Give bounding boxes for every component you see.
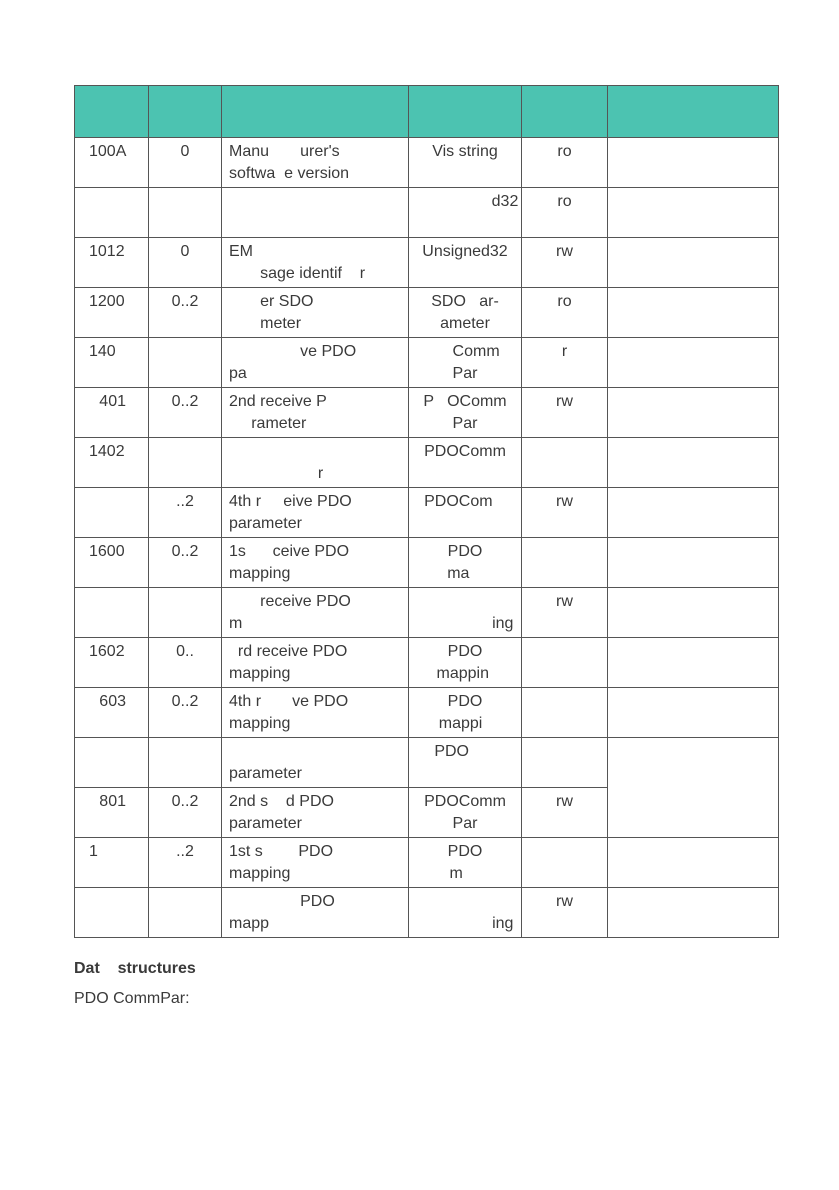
cell-index: 140 bbox=[75, 338, 149, 388]
cell-type-line bbox=[409, 891, 521, 913]
cell-access: rw bbox=[522, 588, 608, 638]
cell-name bbox=[222, 438, 409, 488]
cell-type bbox=[409, 538, 522, 588]
table-row bbox=[75, 688, 779, 738]
cell-remark bbox=[608, 688, 779, 738]
cell-name-line: m bbox=[229, 615, 243, 632]
cell-access: rw bbox=[522, 488, 608, 538]
cell-name-line: receive PDO bbox=[229, 593, 351, 610]
cell-name bbox=[222, 738, 409, 788]
cell-name-line: mapp bbox=[229, 915, 270, 932]
header-cell-type bbox=[409, 86, 522, 138]
section-paragraph: PDO CommPar: bbox=[74, 990, 190, 1007]
cell-type-line: Comm bbox=[430, 343, 500, 360]
cell-access: rw bbox=[522, 238, 608, 288]
cell-access: ro bbox=[522, 288, 608, 338]
cell-subindex bbox=[149, 188, 222, 238]
cell-remark bbox=[608, 138, 779, 188]
cell-name-line: 1s ceive PDO bbox=[229, 543, 350, 560]
cell-name-line bbox=[229, 741, 404, 763]
cell-type bbox=[409, 888, 522, 938]
cell-name bbox=[222, 788, 409, 838]
cell-name-line: parameter bbox=[229, 765, 302, 782]
cell-remark bbox=[608, 338, 779, 388]
cell-name bbox=[222, 488, 409, 538]
cell-name-line: 4th r ve PDO bbox=[229, 693, 349, 710]
section-heading: Dat structures bbox=[74, 960, 196, 977]
cell-index: 1602 bbox=[75, 638, 149, 688]
cell-type-line: PDOCom bbox=[424, 493, 506, 510]
cell-type bbox=[409, 238, 522, 288]
table-row bbox=[75, 838, 779, 888]
cell-name-line: mapping bbox=[229, 665, 291, 682]
cell-remark bbox=[608, 738, 779, 838]
cell-name-line: 2nd s d PDO bbox=[229, 793, 334, 810]
cell-remark bbox=[608, 438, 779, 488]
cell-type-line: d32 bbox=[411, 193, 519, 210]
cell-name bbox=[222, 138, 409, 188]
cell-type-line: PDO bbox=[447, 643, 483, 660]
cell-name-line: sage identif r bbox=[229, 265, 366, 282]
cell-type-line: ing bbox=[416, 915, 514, 932]
cell-name-line: rd receive PDO bbox=[229, 643, 348, 660]
cell-access bbox=[522, 838, 608, 888]
cell-type bbox=[409, 588, 522, 638]
table-row bbox=[75, 438, 779, 488]
cell-name-line: 1st s PDO bbox=[229, 843, 334, 860]
cell-name bbox=[222, 238, 409, 288]
cell-access: rw bbox=[522, 788, 608, 838]
cell-type-line bbox=[409, 591, 521, 613]
cell-type bbox=[409, 638, 522, 688]
cell-index: 1402 bbox=[75, 438, 149, 488]
cell-access: r bbox=[522, 338, 608, 388]
cell-name bbox=[222, 388, 409, 438]
cell-type-line: PDOComm bbox=[424, 793, 506, 810]
cell-name-line: 2nd receive P bbox=[229, 393, 327, 410]
header-cell-access bbox=[522, 86, 608, 138]
cell-remark bbox=[608, 188, 779, 238]
cell-name-line: er SDO bbox=[229, 293, 314, 310]
cell-subindex bbox=[149, 888, 222, 938]
cell-type-line: PDO bbox=[434, 743, 496, 760]
cell-name-line: mapping bbox=[229, 715, 291, 732]
cell-type-line: Par bbox=[452, 365, 478, 382]
cell-name-line: parameter bbox=[229, 515, 302, 532]
cell-index: 1600 bbox=[75, 538, 149, 588]
cell-remark bbox=[608, 288, 779, 338]
cell-type-line: Unsigned32 bbox=[422, 243, 508, 260]
cell-type bbox=[409, 488, 522, 538]
cell-type-line: Par bbox=[452, 815, 478, 832]
cell-type-line: PDO bbox=[447, 543, 483, 560]
cell-index: 1012 bbox=[75, 238, 149, 288]
object-dictionary-table bbox=[74, 85, 779, 938]
cell-name bbox=[222, 888, 409, 938]
cell-type-line: ma bbox=[447, 565, 483, 582]
cell-name bbox=[222, 538, 409, 588]
cell-index bbox=[75, 738, 149, 788]
cell-index bbox=[75, 888, 149, 938]
cell-type-line: PDO bbox=[447, 693, 483, 710]
cell-type bbox=[409, 188, 522, 238]
cell-name bbox=[222, 638, 409, 688]
cell-type bbox=[409, 438, 522, 488]
cell-type-line: PDOComm bbox=[424, 443, 506, 460]
cell-type bbox=[409, 388, 522, 438]
cell-name-line: ve PDO bbox=[229, 343, 357, 360]
cell-subindex: ..2 bbox=[149, 488, 222, 538]
table-row bbox=[75, 238, 779, 288]
cell-name-line: r bbox=[229, 465, 324, 482]
cell-type-line: Vis string bbox=[432, 143, 498, 160]
cell-name-line: parameter bbox=[229, 815, 302, 832]
cell-type-line: SDO ar- bbox=[431, 293, 499, 310]
cell-name bbox=[222, 588, 409, 638]
cell-type-line: m bbox=[449, 865, 481, 882]
table-header-row bbox=[75, 86, 779, 138]
cell-type-line: Par bbox=[452, 415, 478, 432]
cell-subindex: 0 bbox=[149, 138, 222, 188]
table-row bbox=[75, 538, 779, 588]
cell-index bbox=[75, 488, 149, 538]
table-row bbox=[75, 188, 779, 238]
cell-subindex: 0..2 bbox=[149, 288, 222, 338]
cell-name bbox=[222, 288, 409, 338]
cell-remark bbox=[608, 238, 779, 288]
cell-subindex: 0..2 bbox=[149, 538, 222, 588]
cell-name-line: pa bbox=[229, 365, 247, 382]
cell-index: 1 bbox=[75, 838, 149, 888]
cell-access: ro bbox=[522, 138, 608, 188]
cell-remark bbox=[608, 538, 779, 588]
cell-type-line: PDO bbox=[447, 843, 483, 860]
table-row bbox=[75, 138, 779, 188]
cell-subindex bbox=[149, 338, 222, 388]
cell-remark bbox=[608, 588, 779, 638]
cell-subindex: 0.. bbox=[149, 638, 222, 688]
table-row bbox=[75, 488, 779, 538]
cell-index: 401 bbox=[75, 388, 149, 438]
cell-subindex: ..2 bbox=[149, 838, 222, 888]
header-cell-remark bbox=[608, 86, 779, 138]
table-row bbox=[75, 638, 779, 688]
cell-name-line bbox=[229, 191, 404, 213]
cell-type bbox=[409, 138, 522, 188]
cell-access bbox=[522, 438, 608, 488]
cell-type bbox=[409, 788, 522, 838]
header-cell-index bbox=[75, 86, 149, 138]
cell-name-line bbox=[229, 441, 404, 463]
cell-access bbox=[522, 638, 608, 688]
cell-name-line: softwa e version bbox=[229, 165, 350, 182]
cell-name-line: mapping bbox=[229, 865, 291, 882]
cell-index: 1200 bbox=[75, 288, 149, 338]
cell-remark bbox=[608, 638, 779, 688]
cell-name-line: 4th r eive PDO bbox=[229, 493, 352, 510]
cell-access bbox=[522, 538, 608, 588]
cell-type-line: mappi bbox=[438, 715, 492, 732]
cell-subindex bbox=[149, 438, 222, 488]
cell-type bbox=[409, 288, 522, 338]
cell-name-line: EM bbox=[229, 243, 253, 260]
cell-index bbox=[75, 588, 149, 638]
cell-type bbox=[409, 738, 522, 788]
table-row bbox=[75, 338, 779, 388]
cell-name bbox=[222, 688, 409, 738]
cell-subindex bbox=[149, 588, 222, 638]
cell-remark bbox=[608, 888, 779, 938]
cell-name bbox=[222, 188, 409, 238]
cell-name-line: meter bbox=[229, 315, 302, 332]
cell-type bbox=[409, 338, 522, 388]
cell-remark bbox=[608, 488, 779, 538]
table-row bbox=[75, 288, 779, 338]
cell-remark bbox=[608, 388, 779, 438]
cell-access: rw bbox=[522, 888, 608, 938]
cell-access bbox=[522, 688, 608, 738]
cell-index: 801 bbox=[75, 788, 149, 838]
cell-name-line: Manu urer's bbox=[229, 143, 340, 160]
cell-name bbox=[222, 338, 409, 388]
cell-subindex: 0 bbox=[149, 238, 222, 288]
cell-access: rw bbox=[522, 388, 608, 438]
cell-access bbox=[522, 738, 608, 788]
table-row bbox=[75, 888, 779, 938]
cell-name-line: PDO bbox=[229, 893, 335, 910]
cell-subindex: 0..2 bbox=[149, 688, 222, 738]
cell-remark bbox=[608, 838, 779, 888]
table-row bbox=[75, 388, 779, 438]
cell-subindex: 0..2 bbox=[149, 788, 222, 838]
cell-index: 603 bbox=[75, 688, 149, 738]
cell-index: 100A bbox=[75, 138, 149, 188]
cell-type-line: ameter bbox=[440, 315, 490, 332]
cell-subindex bbox=[149, 738, 222, 788]
table-row bbox=[75, 588, 779, 638]
cell-subindex: 0..2 bbox=[149, 388, 222, 438]
cell-type bbox=[409, 688, 522, 738]
cell-index bbox=[75, 188, 149, 238]
cell-access: ro bbox=[522, 188, 608, 238]
cell-name-line: mapping bbox=[229, 565, 291, 582]
cell-type-line: ing bbox=[416, 615, 514, 632]
table-row bbox=[75, 738, 779, 788]
cell-name-line: rameter bbox=[229, 415, 307, 432]
header-cell-name bbox=[222, 86, 409, 138]
cell-type-line: mappin bbox=[436, 665, 494, 682]
cell-type-line: P OComm bbox=[423, 393, 507, 410]
cell-name bbox=[222, 838, 409, 888]
header-cell-subindex bbox=[149, 86, 222, 138]
cell-type bbox=[409, 838, 522, 888]
